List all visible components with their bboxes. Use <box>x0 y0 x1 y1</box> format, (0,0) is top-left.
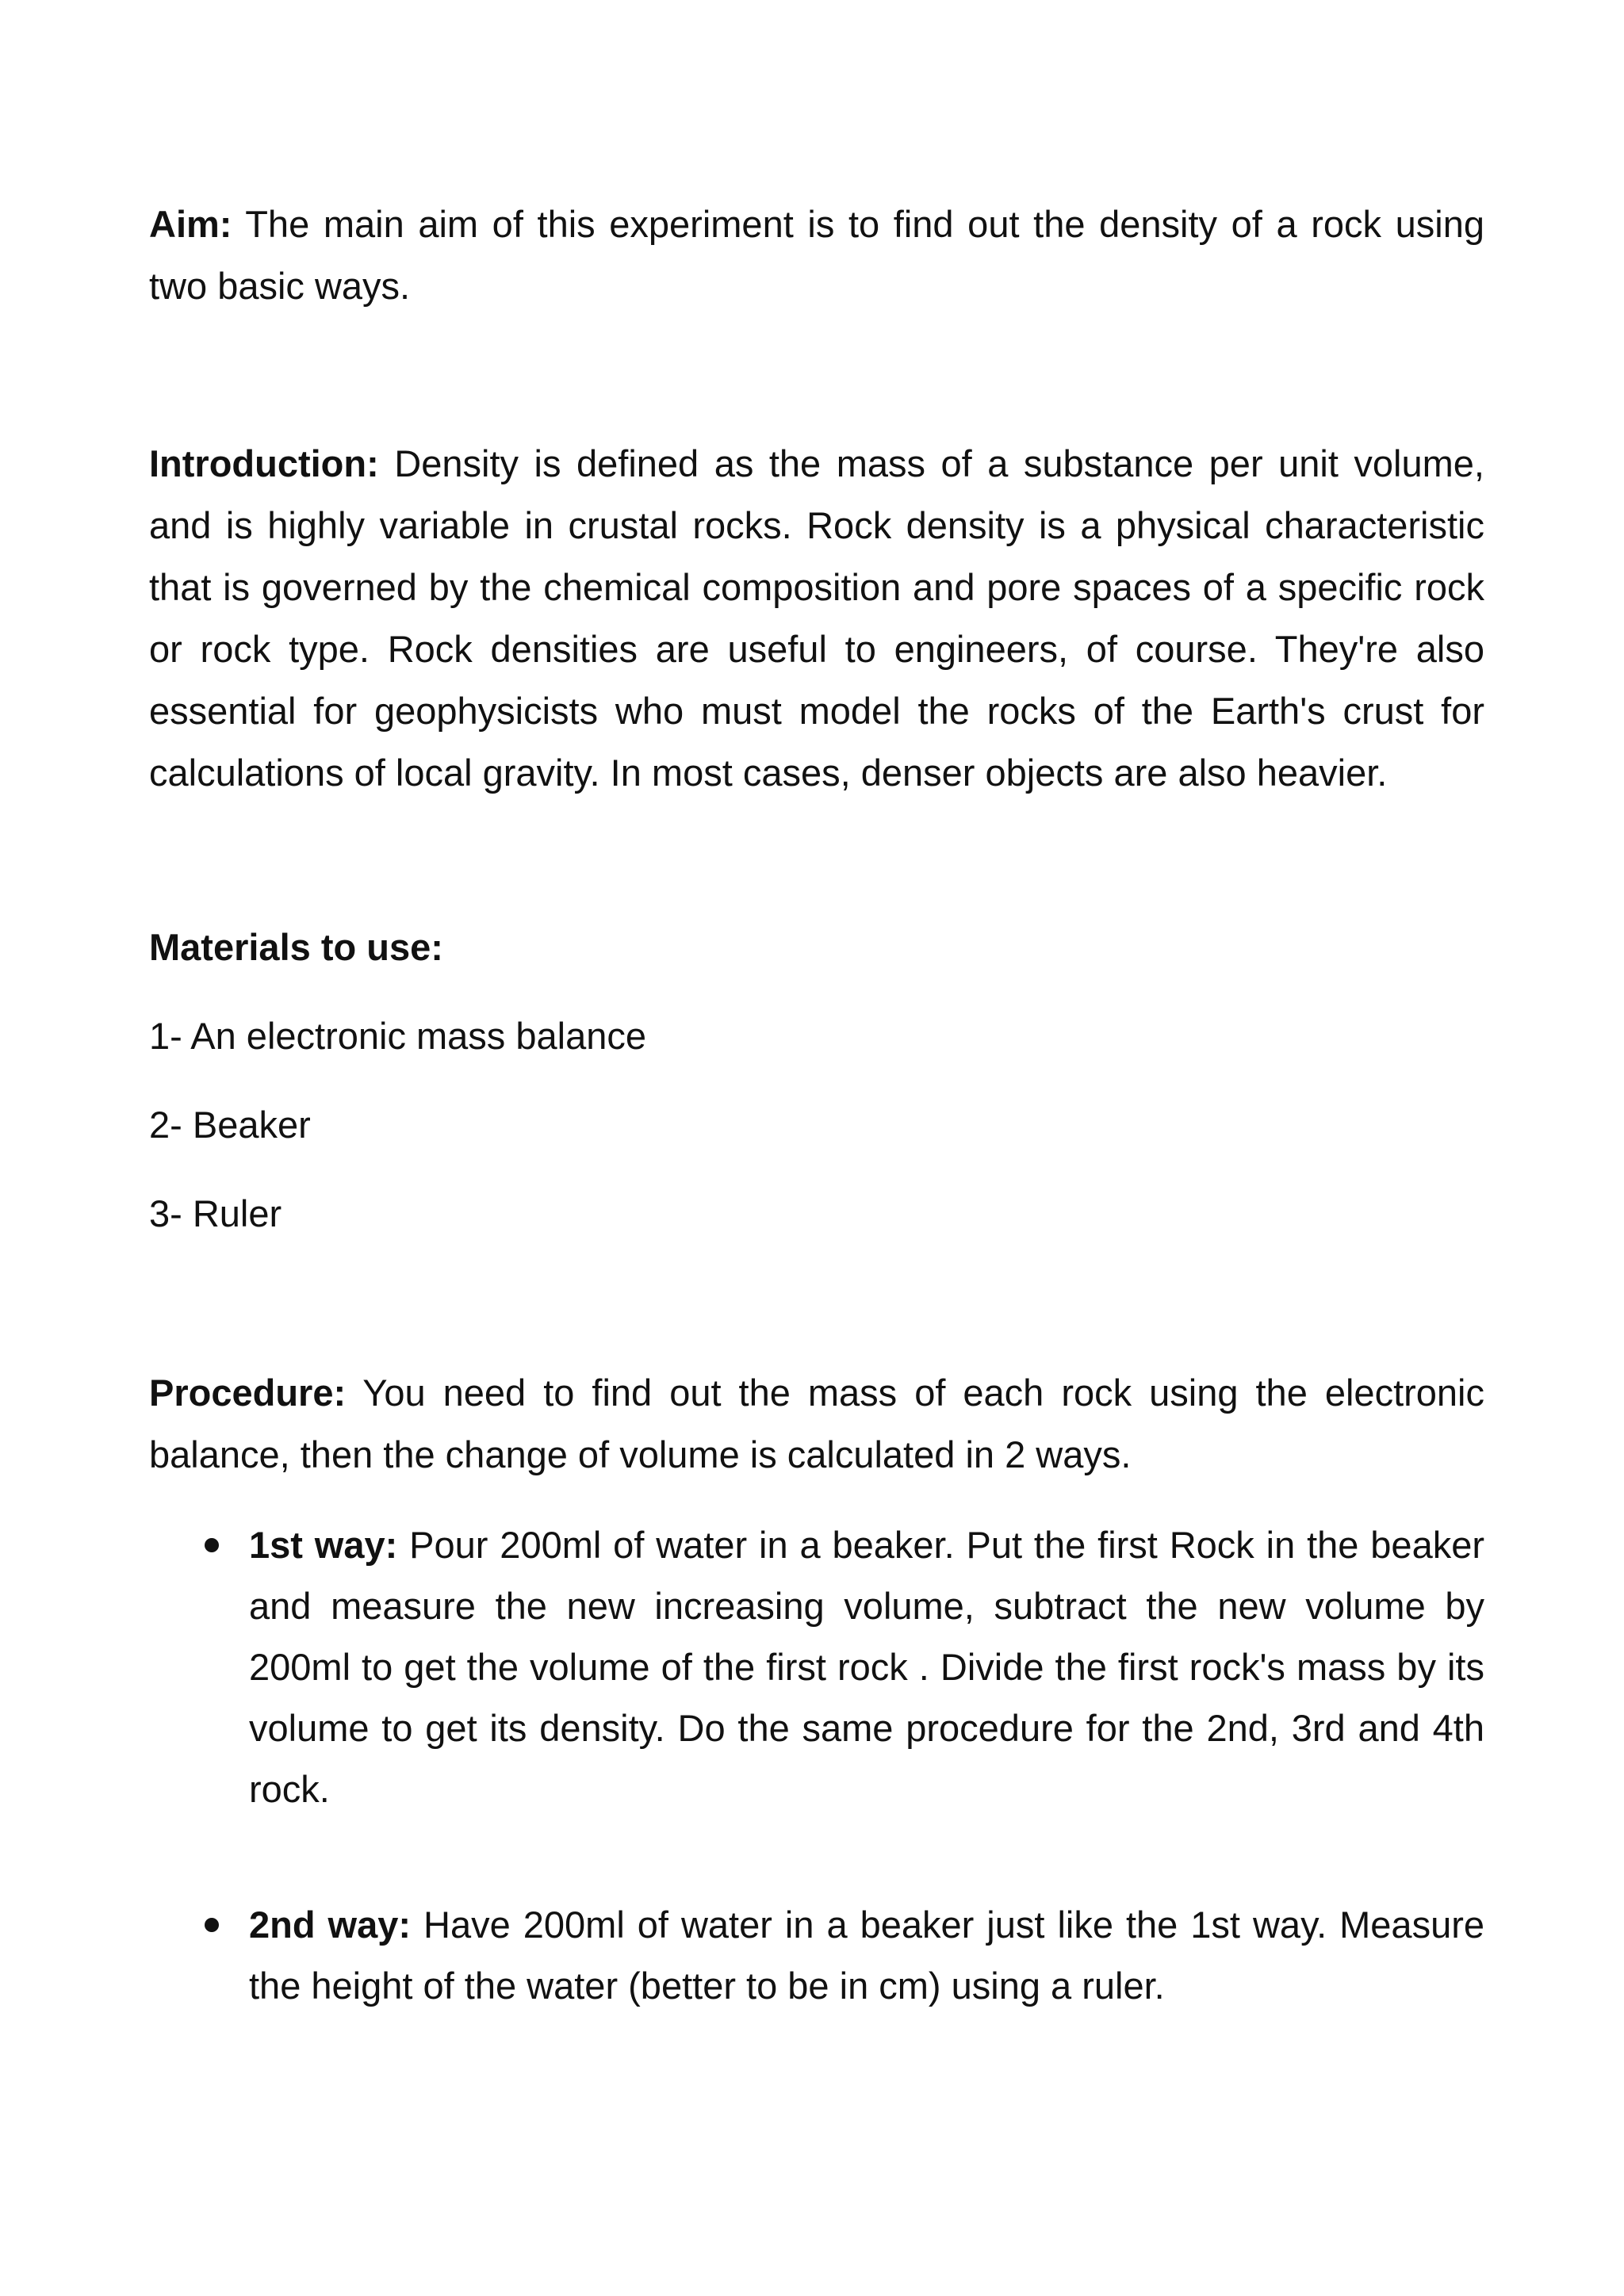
aim-label: Aim: <box>149 203 232 245</box>
introduction-label: Introduction: <box>149 442 379 484</box>
way-text: Pour 200ml of water in a beaker. Put the first Rock in the beaker and measure the new increasing volume, subtract the new volume by 200ml to get the volume of the first rock . Divide the first rock's mass by its volume to get its density. Do the same procedure for the 2nd, 3rd and 4th rock. <box>249 1524 1485 1810</box>
materials-list <box>149 1005 1484 1245</box>
procedure-ways-list <box>149 1514 1484 2016</box>
aim-text: The main aim of this experiment is to find out the density of a rock using two basic ways. <box>149 203 1484 307</box>
materials-item: 1- An electronic mass balance <box>149 1015 646 1057</box>
materials-item: 3- Ruler <box>149 1192 282 1234</box>
procedure-label: Procedure: <box>149 1372 347 1414</box>
introduction-paragraph <box>149 433 1484 804</box>
way-item-1 <box>149 1514 1484 1820</box>
procedure-text: You need to find out the mass of each rock using the electronic balance, then the change of volume is calculated in 2 ways. <box>149 1372 1484 1475</box>
materials-heading-line <box>149 916 1484 978</box>
way-item-2 <box>149 1894 1484 2016</box>
materials-item: 2- Beaker <box>149 1104 311 1146</box>
aim-paragraph <box>149 193 1484 317</box>
procedure-paragraph <box>149 1362 1484 1486</box>
bullet-icon <box>205 1918 219 1932</box>
way-text: Have 200ml of water in a beaker just like the 1st way. Measure the height of the water (better to be in cm) using a ruler. <box>249 1904 1484 2007</box>
bullet-icon <box>205 1538 219 1552</box>
introduction-text: Density is defined as the mass of a substance per unit volume, and is highly variable in crustal rocks. Rock density is a physical characteristic that is governed by the chemical composition and pore spaces of a specific rock or rock type. Rock densities are useful to engineers, of course. They're also essential for geophysicists who must model the rocks of the Earth's crust for calculations of local gravity. In most cases, denser objects are also heavier. <box>149 442 1484 794</box>
way-label: 2nd way: <box>249 1904 412 1946</box>
materials-heading: Materials to use: <box>149 926 443 968</box>
way-label: 1st way: <box>249 1524 398 1566</box>
